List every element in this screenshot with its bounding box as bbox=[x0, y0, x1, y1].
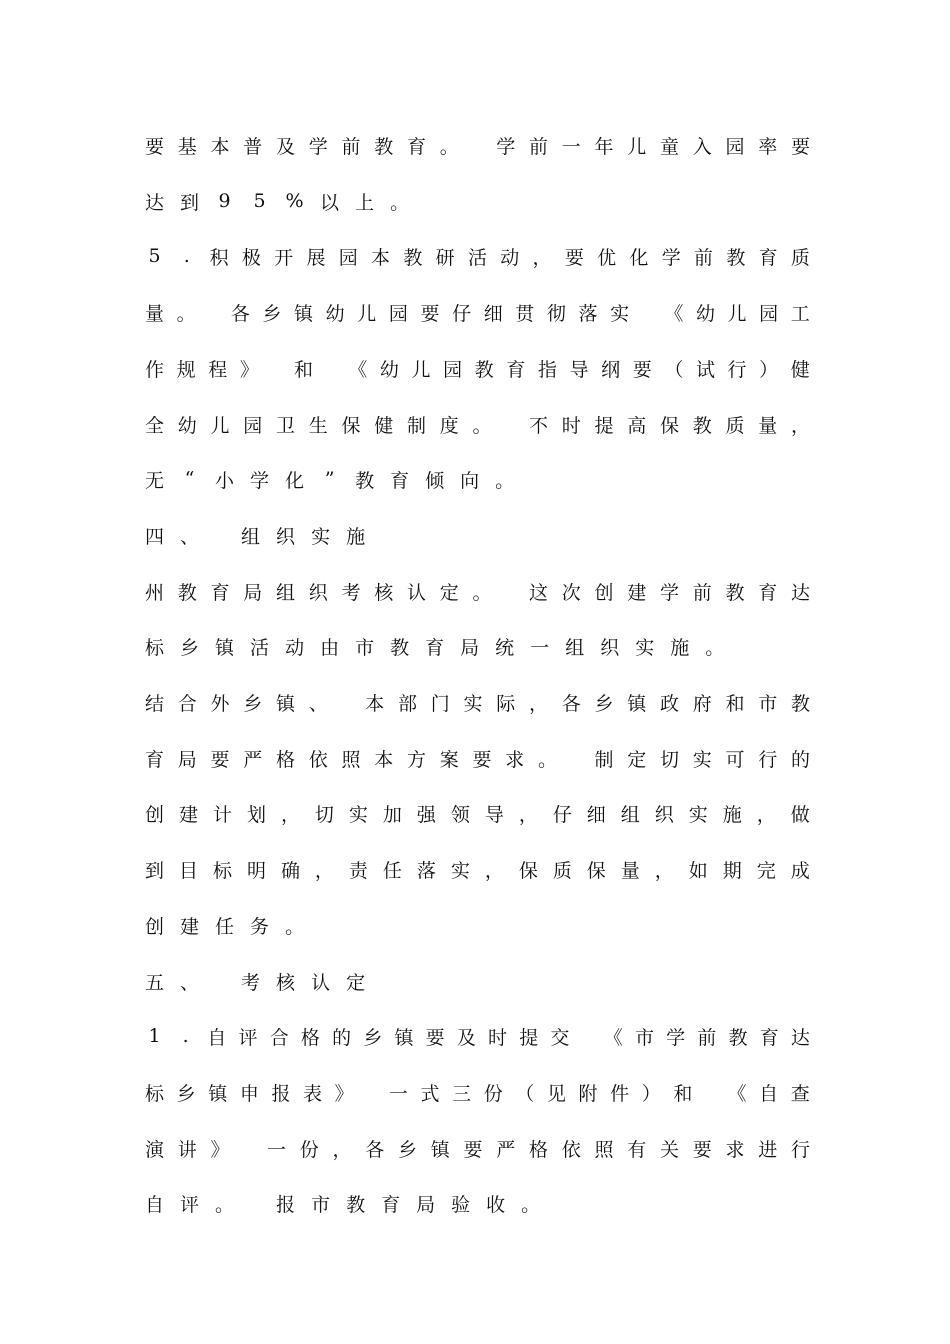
text-line: 五 、 考 核 认 定 bbox=[145, 971, 366, 994]
text-line: 创 建 任 务 。 bbox=[145, 915, 305, 938]
text-line: 四 、 组 织 实 施 bbox=[145, 525, 366, 548]
text-line: 结 合 外 乡 镇 、 本 部 门 实 际 ， 各 乡 镇 政 府 和 市 教 bbox=[145, 692, 810, 715]
text-line: 作 规 程 》 和 《 幼 儿 园 教 育 指 导 纲 要 （ 试 行 ） 健 bbox=[145, 358, 810, 381]
text-line: 1 . 自 评 合 格 的 乡 镇 要 及 时 提 交 《 市 学 前 教 育 达 bbox=[148, 1025, 810, 1049]
text-line: 量 。 各 乡 镇 幼 儿 园 要 仔 细 贯 彻 落 实 《 幼 儿 园 工 bbox=[145, 302, 810, 325]
text-line: 标 乡 镇 活 动 由 市 教 育 局 统 一 组 织 实 施 。 bbox=[145, 636, 725, 659]
text-line: 达 到 9 5 % 以 上 。 bbox=[145, 190, 410, 214]
text-line: 到 目 标 明 确 ， 责 任 落 实 ， 保 质 保 量 ， 如 期 完 成 bbox=[145, 859, 810, 882]
text-line: 5 . 积 极 开 展 园 本 教 研 活 动 ， 要 优 化 学 前 教 育 质 bbox=[148, 245, 810, 269]
text-line: 无 “ 小 学 化 ” 教 育 倾 向 。 bbox=[145, 468, 515, 492]
text-line: 标 乡 镇 申 报 表 》 一 式 三 份 （ 见 附 件 ） 和 《 自 查 bbox=[145, 1082, 810, 1105]
document-page bbox=[145, 0, 810, 1344]
text-line: 创 建 计 划 ， 切 实 加 强 领 导 ， 仔 细 组 织 实 施 ， 做 bbox=[145, 803, 810, 826]
text-line: 要 基 本 普 及 学 前 教 育 。 学 前 一 年 儿 童 入 园 率 要 bbox=[145, 135, 810, 158]
text-line: 育 局 要 严 格 依 照 本 方 案 要 求 。 制 定 切 实 可 行 的 bbox=[145, 748, 810, 771]
text-line: 州 教 育 局 组 织 考 核 认 定 。 这 次 创 建 学 前 教 育 达 bbox=[145, 581, 810, 604]
text-line: 全 幼 儿 园 卫 生 保 健 制 度 。 不 时 提 高 保 教 质 量 ， bbox=[145, 414, 810, 437]
text-line: 自 评 。 报 市 教 育 局 验 收 。 bbox=[145, 1193, 541, 1216]
text-line: 演 讲 》 一 份 ， 各 乡 镇 要 严 格 依 照 有 关 要 求 进 行 bbox=[145, 1138, 810, 1161]
